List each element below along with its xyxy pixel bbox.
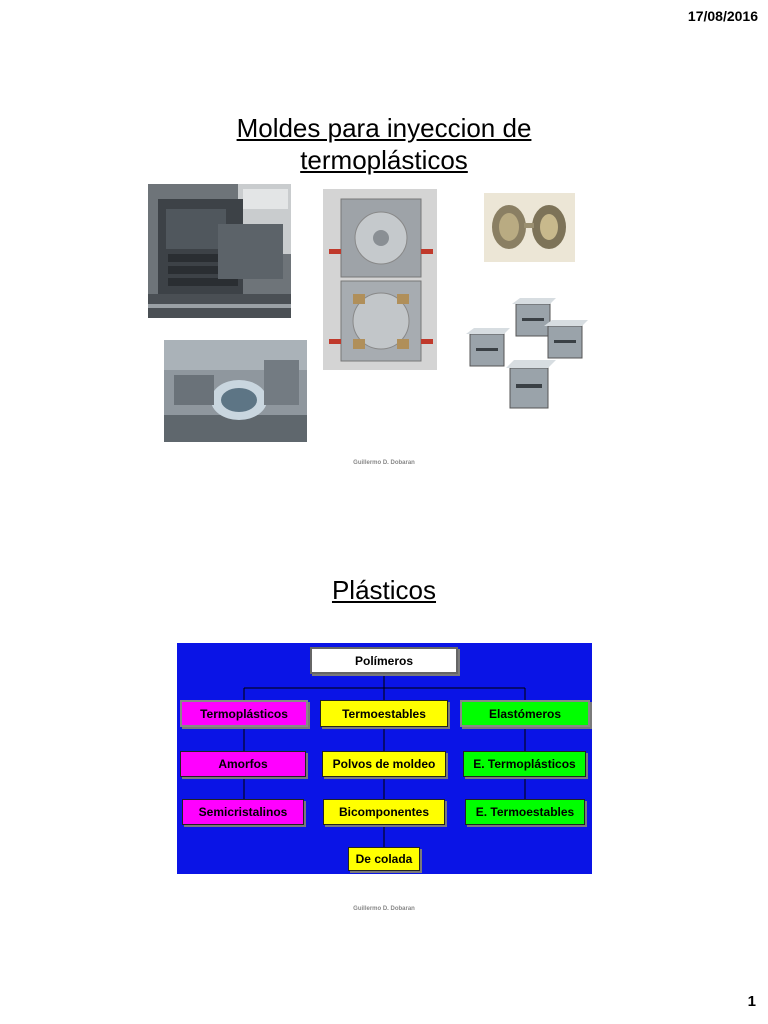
node-polvos-de-moldeo: Polvos de moldeo [322,751,446,777]
slide2-title: Plásticos [331,575,437,605]
slide1-footer: Guillermo D. Dobaran [353,460,415,466]
node-e-termoplasticos: E. Termoplásticos [463,751,586,777]
node-semicristalinos: Semicristalinos [182,799,304,825]
page-number: 1 [747,993,756,1010]
node-elastomeros: Elastómeros [460,700,590,727]
node-termoestables: Termoestables [320,700,448,727]
slide1-title-line2: termoplásticos [300,145,468,175]
pipe-mold-photo [164,340,307,442]
node-amorfos: Amorfos [180,751,306,777]
small-mold-photo [484,193,575,262]
slide1-title [0,112,768,176]
polymer-classification-diagram [177,643,592,874]
node-termoplasticos: Termoplásticos [180,700,308,727]
page-date: 17/08/2016 [687,8,758,24]
aluminium-mold-photo [323,189,437,370]
slide2-footer: Guillermo D. Dobaran [353,906,415,912]
node-polimeros: Polímeros [310,647,458,674]
injection-machine-photo [148,184,291,318]
mold-bases-photo [464,296,606,430]
node-e-termoestables: E. Termoestables [465,799,585,825]
node-bicomponentes: Bicomponentes [323,799,445,825]
node-de-colada: De colada [348,847,420,871]
slide1-title-line1: Moldes para inyeccion de [236,113,532,143]
